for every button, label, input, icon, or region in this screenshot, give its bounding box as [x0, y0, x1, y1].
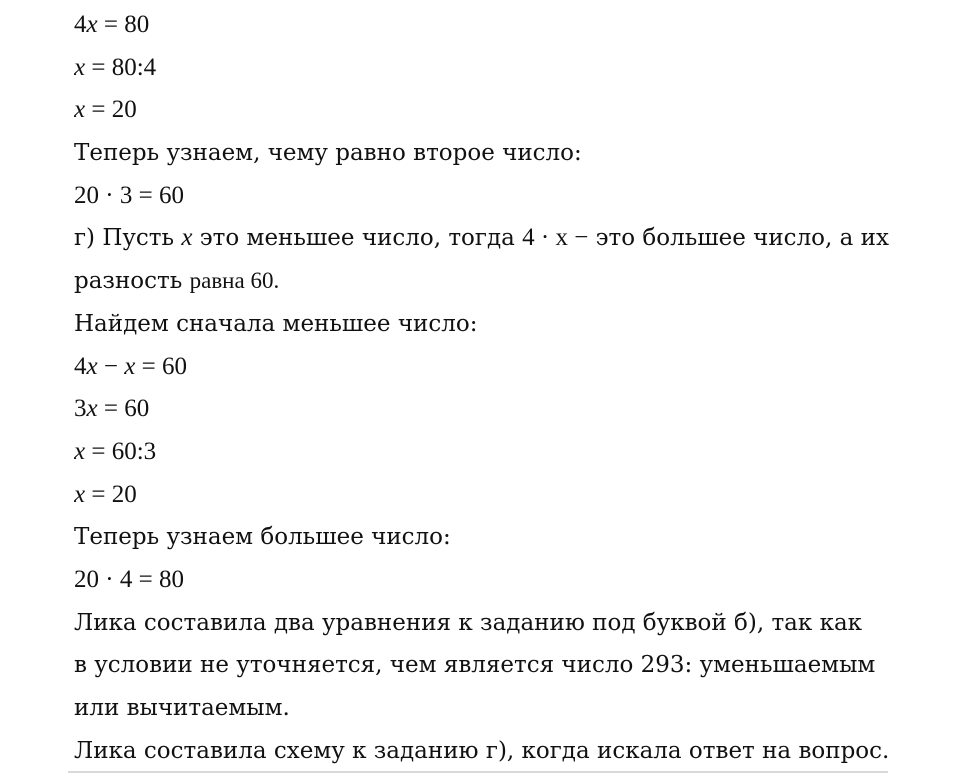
- text-line-with-math: [74, 217, 960, 260]
- text-fragment: равна 60.: [189, 268, 280, 294]
- math-variable: x: [86, 395, 98, 423]
- text-line: Лика составила два уравнения к заданию под буквой б), так как: [74, 609, 863, 636]
- equation-line: 20 · 3 = 60: [74, 181, 184, 209]
- text-line: Теперь узнаем, чему равно второе число:: [74, 140, 582, 167]
- text-line: или вычитаемым.: [74, 695, 290, 721]
- equation-line: 20 · 4 = 80: [74, 565, 184, 593]
- text-line: Лика составила схему к заданию г), когда искала ответ на вопрос.: [74, 737, 890, 764]
- equation-line: 4x = 80: [74, 11, 150, 38]
- text-line: Найдем сначала меньшее число:: [74, 310, 478, 337]
- text-fragment: разность: [74, 268, 190, 295]
- equation-line: x = 20: [74, 480, 137, 508]
- text-line-with-math: [74, 260, 960, 303]
- equation-line: x = 60:3: [74, 437, 157, 465]
- text-fragment: это большее число, а их: [588, 225, 889, 252]
- math-variable: x: [86, 11, 98, 38]
- text-fragment: это меньшее число, тогда: [192, 225, 523, 252]
- text-line: Теперь узнаем большее число:: [74, 524, 451, 551]
- bottom-divider: [68, 771, 888, 773]
- equation-line: x = 80:4: [74, 53, 157, 81]
- equation-line: 4x − x = 60: [74, 352, 187, 380]
- equation-line: x = 20: [74, 96, 137, 124]
- text-fragment: г) Пусть: [74, 225, 182, 252]
- math-variable: x: [74, 437, 86, 465]
- math-variable: x: [86, 352, 98, 380]
- math-variable: x: [124, 352, 136, 380]
- equation-line: 3x = 60: [74, 395, 150, 423]
- math-expression: 4 · x −: [522, 224, 589, 252]
- text-line: в условии не уточняется, чем является число 293: уменьшаемым: [74, 652, 876, 679]
- math-variable: x: [74, 96, 86, 124]
- math-variable: x: [74, 53, 86, 81]
- math-variable: x: [74, 480, 86, 508]
- math-variable: x: [181, 224, 193, 252]
